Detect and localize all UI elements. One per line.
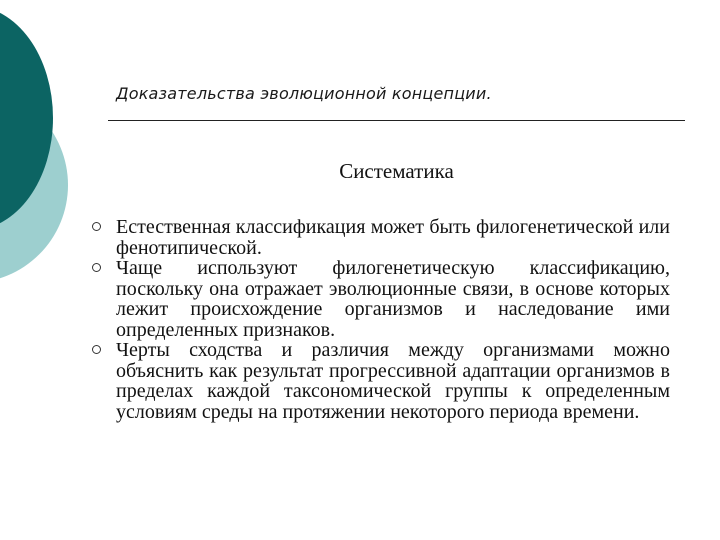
section-heading: Систематика (339, 159, 454, 183)
bullet-text: Чаще используют филогенетическую классификацию, поскольку она отражает эволюционные связи, в основе которых лежит происхождение организмов и наследование ими определенных признаков. (116, 257, 670, 341)
corner-decoration (0, 0, 90, 300)
bullet-list (88, 217, 670, 422)
bullet-item (88, 340, 670, 422)
slide-title: Доказательства эволюционной концепции. (116, 84, 492, 103)
bullet-item (88, 217, 670, 258)
hollow-circle-bullet-icon (92, 263, 101, 272)
bullet-item (88, 258, 670, 340)
hollow-circle-bullet-icon (92, 222, 101, 231)
hollow-circle-bullet-icon (92, 345, 101, 354)
bullet-text: Черты сходства и различия между организмами можно объяснить как результат прогрессивной адаптации организмов в пределах каждой таксономической группы к определенным условиям среды на протяжении некоторого периода времени. (116, 339, 670, 423)
bullet-text: Естественная классификация может быть филогенетической или фенотипической. (116, 216, 670, 259)
title-divider (108, 120, 685, 121)
